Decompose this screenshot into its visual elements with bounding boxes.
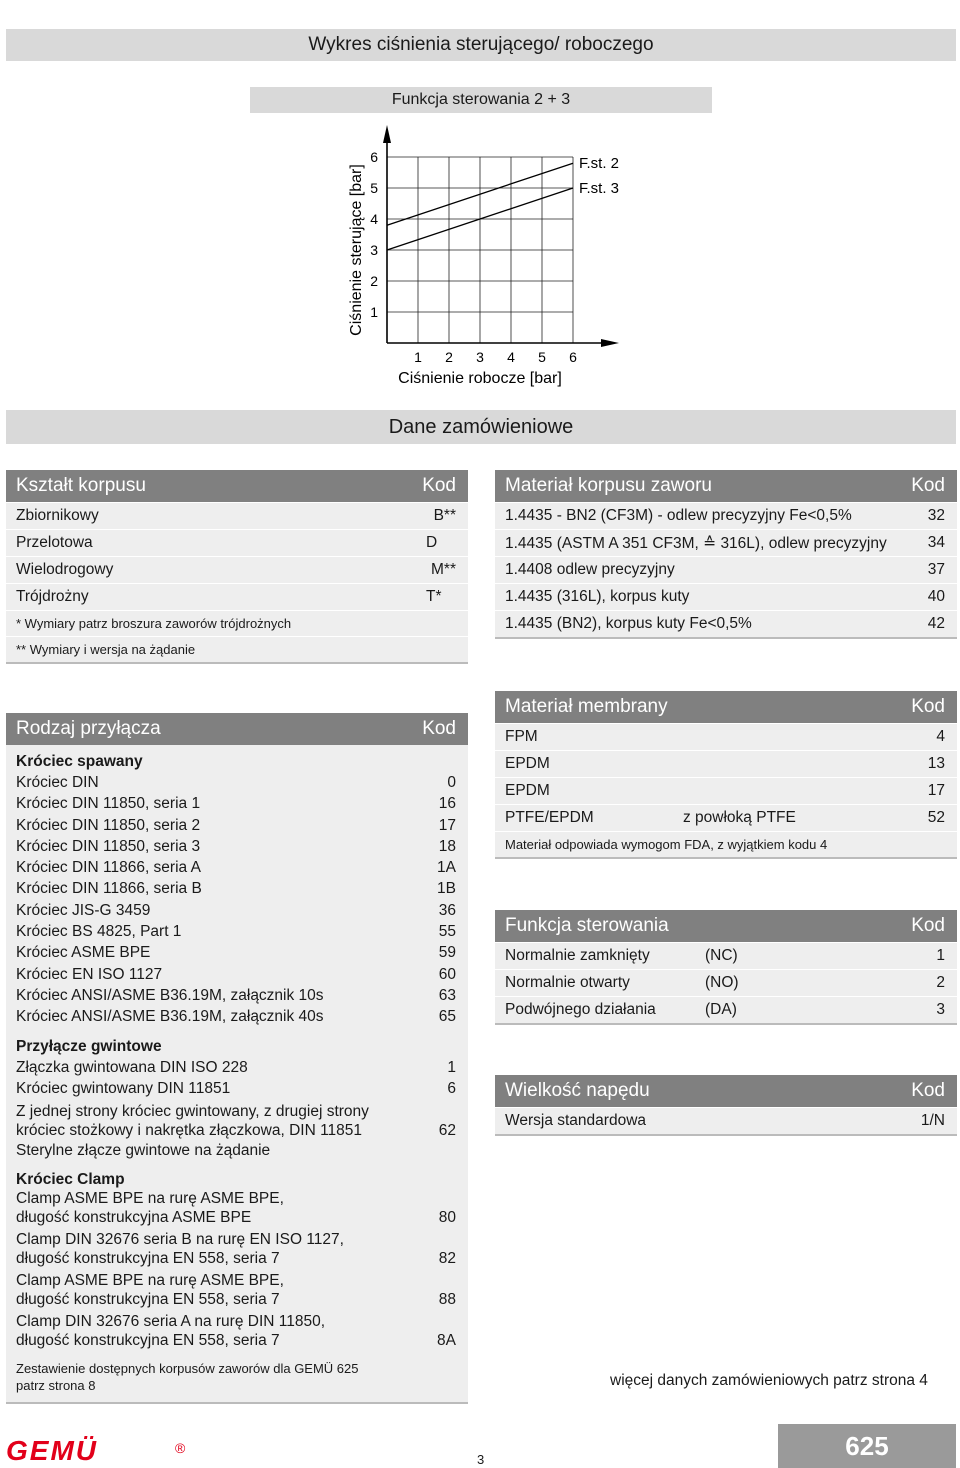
row-code: 40	[927, 588, 945, 605]
list-item	[16, 857, 456, 878]
table-header	[6, 470, 468, 502]
row-label: Króciec ANSI/ASME B36.19M, załącznik 10s	[16, 986, 324, 1004]
list-item	[16, 1190, 456, 1227]
row-label: Clamp DIN 32676 seria B na rurę EN ISO 1127,	[16, 1231, 344, 1249]
row-label: Króciec DIN	[16, 774, 99, 791]
y-tick-label: 2	[370, 273, 378, 289]
row-code: 4	[936, 728, 945, 745]
row-code: 32	[927, 507, 945, 524]
row-abbr: (DA)	[705, 1001, 737, 1018]
code-header: Kod	[911, 1080, 945, 1101]
table-row	[495, 583, 957, 610]
table-row	[6, 502, 468, 529]
table-row	[495, 529, 957, 556]
row-label-line2: długość konstrukcyjna EN 558, seria 7	[16, 1290, 280, 1308]
table-row	[495, 969, 957, 996]
table-title: Rodzaj przyłącza	[16, 718, 161, 739]
row-code: 17	[927, 782, 945, 799]
row-code: 1B	[437, 880, 456, 898]
row-label: 1.4408 odlew precyzyjny	[505, 561, 675, 578]
group-title: Króciec Clamp	[16, 1171, 125, 1189]
row-label-line2: długość konstrukcyjna EN 558, seria 7	[16, 1249, 280, 1267]
table-header	[495, 910, 957, 942]
row-label: PTFE/EPDM	[505, 809, 594, 826]
table-title: Materiał korpusu zaworu	[505, 475, 712, 496]
row-label: FPM	[505, 728, 538, 745]
note-line: patrz strona 8	[16, 1378, 96, 1394]
table-row	[495, 996, 957, 1023]
row-label: Wielodrogowy	[16, 561, 114, 578]
row-code: 3	[936, 1001, 945, 1018]
gemu-logo: GEMÜ	[6, 1435, 98, 1466]
page-number: 3	[477, 1452, 485, 1467]
list-item	[16, 815, 456, 836]
x-tick-label: 2	[445, 349, 453, 365]
row-label: Króciec DIN 11866, seria A	[16, 859, 201, 877]
table-row	[6, 583, 468, 610]
table-title: Funkcja sterowania	[505, 915, 669, 936]
list-item	[16, 1078, 456, 1099]
list-item	[16, 900, 456, 921]
table-title: Materiał membrany	[505, 696, 668, 717]
row-code: 80	[438, 1208, 456, 1226]
list-item	[16, 1140, 456, 1161]
row-label: Sterylne złącze gwintowe na żądanie	[16, 1142, 271, 1160]
row-label: Podwójnego działania	[505, 1001, 656, 1018]
list-item	[16, 1057, 456, 1078]
row-label: Clamp ASME BPE na rurę ASME BPE,	[16, 1272, 284, 1290]
row-code: 18	[438, 837, 456, 855]
row-label: 1.4435 - BN2 (CF3M) - odlew precyzyjny Fe<0,5%	[505, 507, 852, 524]
row-label: Z jednej strony króciec gwintowany, z drugiej strony	[16, 1103, 369, 1121]
table-row	[495, 723, 957, 750]
code-header: Kod	[422, 718, 456, 739]
body-material-table	[495, 470, 957, 639]
table-header	[495, 1075, 957, 1107]
table-title: Kształt korpusu	[16, 475, 146, 496]
list-item	[16, 1103, 456, 1140]
row-label: EPDM	[505, 755, 550, 772]
more-order-data-link: więcej danych zamówieniowych patrz strona 4	[610, 1372, 928, 1389]
row-code: D	[426, 534, 438, 551]
pressure-chart	[330, 118, 630, 388]
y-tick-label: 3	[370, 242, 378, 258]
row-label-line2: długość konstrukcyjna ASME BPE	[16, 1208, 252, 1226]
x-axis-label: Ciśnienie robocze [bar]	[398, 370, 562, 387]
y-axis-label: Ciśnienie sterujące [bar]	[348, 164, 365, 336]
model-badge: 625	[778, 1424, 956, 1468]
note-text: Materiał odpowiada wymogom FDA, z wyjątkiem kodu 4	[505, 837, 828, 852]
list-item	[16, 1272, 456, 1309]
row-label: Króciec ANSI/ASME B36.19M, załącznik 40s	[16, 1008, 324, 1026]
chart-section-title: Wykres ciśnienia sterującego/ roboczego	[6, 29, 956, 61]
row-label: Króciec DIN 11850, seria 1	[16, 795, 201, 813]
row-label: Trójdrożny	[16, 588, 89, 605]
row-label: Króciec EN ISO 1127	[16, 965, 163, 983]
row-code: 6	[447, 1079, 456, 1097]
membrane-table	[495, 691, 957, 859]
row-code: 8A	[437, 1331, 456, 1349]
connection-note	[16, 1360, 456, 1394]
row-code: 0	[447, 774, 456, 791]
row-label: 1.4435 (316L), korpus kuty	[505, 588, 690, 605]
table-note	[495, 831, 957, 857]
list-item	[16, 772, 456, 793]
row-code: 60	[438, 965, 456, 983]
row-label-line2: króciec stożkowy i nakrętka złączkowa, DIN 11851	[16, 1121, 363, 1139]
control-function-table	[495, 910, 957, 1025]
row-code: 1A	[437, 859, 456, 877]
table-row	[495, 804, 957, 831]
row-code: 52	[927, 809, 945, 826]
row-label: Króciec JIS-G 3459	[16, 901, 151, 919]
note-text: ** Wymiary i wersja na żądanie	[16, 642, 196, 657]
row-label: Normalnie otwarty	[505, 974, 630, 991]
table-row	[495, 942, 957, 969]
row-code: 55	[438, 923, 456, 941]
row-label: Króciec ASME BPE	[16, 944, 151, 962]
table-row	[495, 1107, 957, 1134]
row-label: Clamp DIN 32676 seria A na rurę DIN 11850,	[16, 1313, 326, 1331]
note-text: * Wymiary patrz broszura zaworów trójdrożnych	[16, 616, 292, 631]
body-shape-table	[6, 470, 468, 664]
row-code: 36	[438, 901, 456, 919]
series-label: F.st. 2	[579, 155, 620, 173]
y-tick-label: 6	[370, 149, 378, 165]
table-row	[495, 556, 957, 583]
table-row	[6, 556, 468, 583]
row-code: 1	[447, 1058, 456, 1076]
row-label: 1.4435 (ASTM A 351 CF3M, ≙ 316L), odlew precyzyjny	[505, 534, 887, 552]
table-note	[6, 610, 468, 636]
row-label: Króciec gwintowany DIN 11851	[16, 1079, 231, 1097]
row-label: Króciec BS 4825, Part 1	[16, 923, 182, 941]
order-data-title: Dane zamówieniowe	[6, 410, 956, 444]
list-item	[16, 836, 456, 857]
row-abbr: (NO)	[705, 974, 739, 991]
list-item	[16, 1006, 456, 1027]
table-row	[495, 777, 957, 804]
row-code: M**	[431, 561, 456, 578]
row-abbr: (NC)	[705, 947, 738, 964]
table-row	[495, 502, 957, 529]
table-title: Wielkość napędu	[505, 1080, 650, 1101]
row-label: Złączka gwintowana DIN ISO 228	[16, 1058, 248, 1076]
code-header: Kod	[422, 475, 456, 496]
table-row	[6, 529, 468, 556]
list-item	[16, 793, 456, 814]
row-label: Wersja standardowa	[505, 1112, 647, 1129]
row-code: 62	[438, 1121, 456, 1139]
code-header: Kod	[911, 475, 945, 496]
y-tick-label: 1	[370, 304, 378, 320]
x-axis-arrow	[601, 339, 619, 347]
table-header	[495, 470, 957, 502]
row-label: Przelotowa	[16, 534, 93, 551]
row-code: 88	[438, 1290, 456, 1308]
x-tick-label: 5	[538, 349, 546, 365]
row-code: 1/N	[920, 1112, 945, 1129]
row-code: 13	[927, 755, 945, 772]
row-label: 1.4435 (BN2), korpus kuty Fe<0,5%	[505, 615, 752, 632]
row-code: 2	[936, 974, 945, 991]
list-item	[16, 964, 456, 985]
row-code: 1	[936, 947, 945, 964]
row-code: 16	[438, 795, 456, 813]
group-title: Przyłącze gwintowe	[16, 1037, 162, 1055]
table-header	[6, 713, 468, 745]
series-label: F.st. 3	[579, 180, 620, 197]
table-note	[6, 636, 468, 662]
connection-list	[6, 745, 468, 1402]
code-header: Kod	[911, 696, 945, 717]
row-label: EPDM	[505, 782, 550, 799]
row-code: 82	[438, 1249, 456, 1267]
registered-mark: ®	[175, 1440, 186, 1456]
table-row	[495, 750, 957, 777]
row-label: Króciec DIN 11850, seria 2	[16, 816, 201, 834]
chart-subtitle: Funkcja sterowania 2 + 3	[250, 87, 712, 113]
list-item	[16, 1313, 456, 1350]
list-item	[16, 985, 456, 1006]
row-code: 42	[927, 615, 945, 632]
row-detail: z powłoką PTFE	[683, 809, 796, 826]
table-row	[495, 610, 957, 637]
row-code: 59	[438, 944, 456, 962]
row-label: Króciec DIN 11850, seria 3	[16, 837, 201, 855]
code-header: Kod	[911, 915, 945, 936]
row-code: 17	[438, 816, 456, 834]
row-code: 63	[438, 986, 456, 1004]
note-line: Zestawienie dostępnych korpusów zaworów dla GEMÜ 625	[16, 1361, 359, 1377]
group-title: Króciec spawany	[16, 753, 143, 770]
row-label-line2: długość konstrukcyjna EN 558, seria 7	[16, 1331, 280, 1349]
x-tick-label: 1	[414, 349, 422, 365]
row-code: T*	[426, 588, 442, 605]
y-axis-arrow	[383, 125, 391, 143]
list-item	[16, 1231, 456, 1268]
x-tick-label: 3	[476, 349, 484, 365]
row-code: 34	[927, 534, 945, 551]
row-code: 37	[927, 561, 945, 578]
x-tick-label: 4	[507, 349, 515, 365]
x-tick-label: 6	[569, 349, 577, 365]
y-tick-label: 4	[370, 211, 378, 227]
list-item	[16, 942, 456, 963]
actuator-size-table	[495, 1075, 957, 1136]
table-header	[495, 691, 957, 723]
y-tick-label: 5	[370, 180, 378, 196]
row-code: 65	[438, 1008, 456, 1026]
row-label: Clamp ASME BPE na rurę ASME BPE,	[16, 1190, 284, 1208]
row-label: Normalnie zamknięty	[505, 947, 650, 964]
connection-table	[6, 713, 468, 1404]
row-label: Króciec DIN 11866, seria B	[16, 880, 202, 898]
list-item	[16, 921, 456, 942]
row-label: Zbiornikowy	[16, 507, 99, 524]
row-code: B**	[433, 507, 456, 524]
list-item	[16, 878, 456, 899]
